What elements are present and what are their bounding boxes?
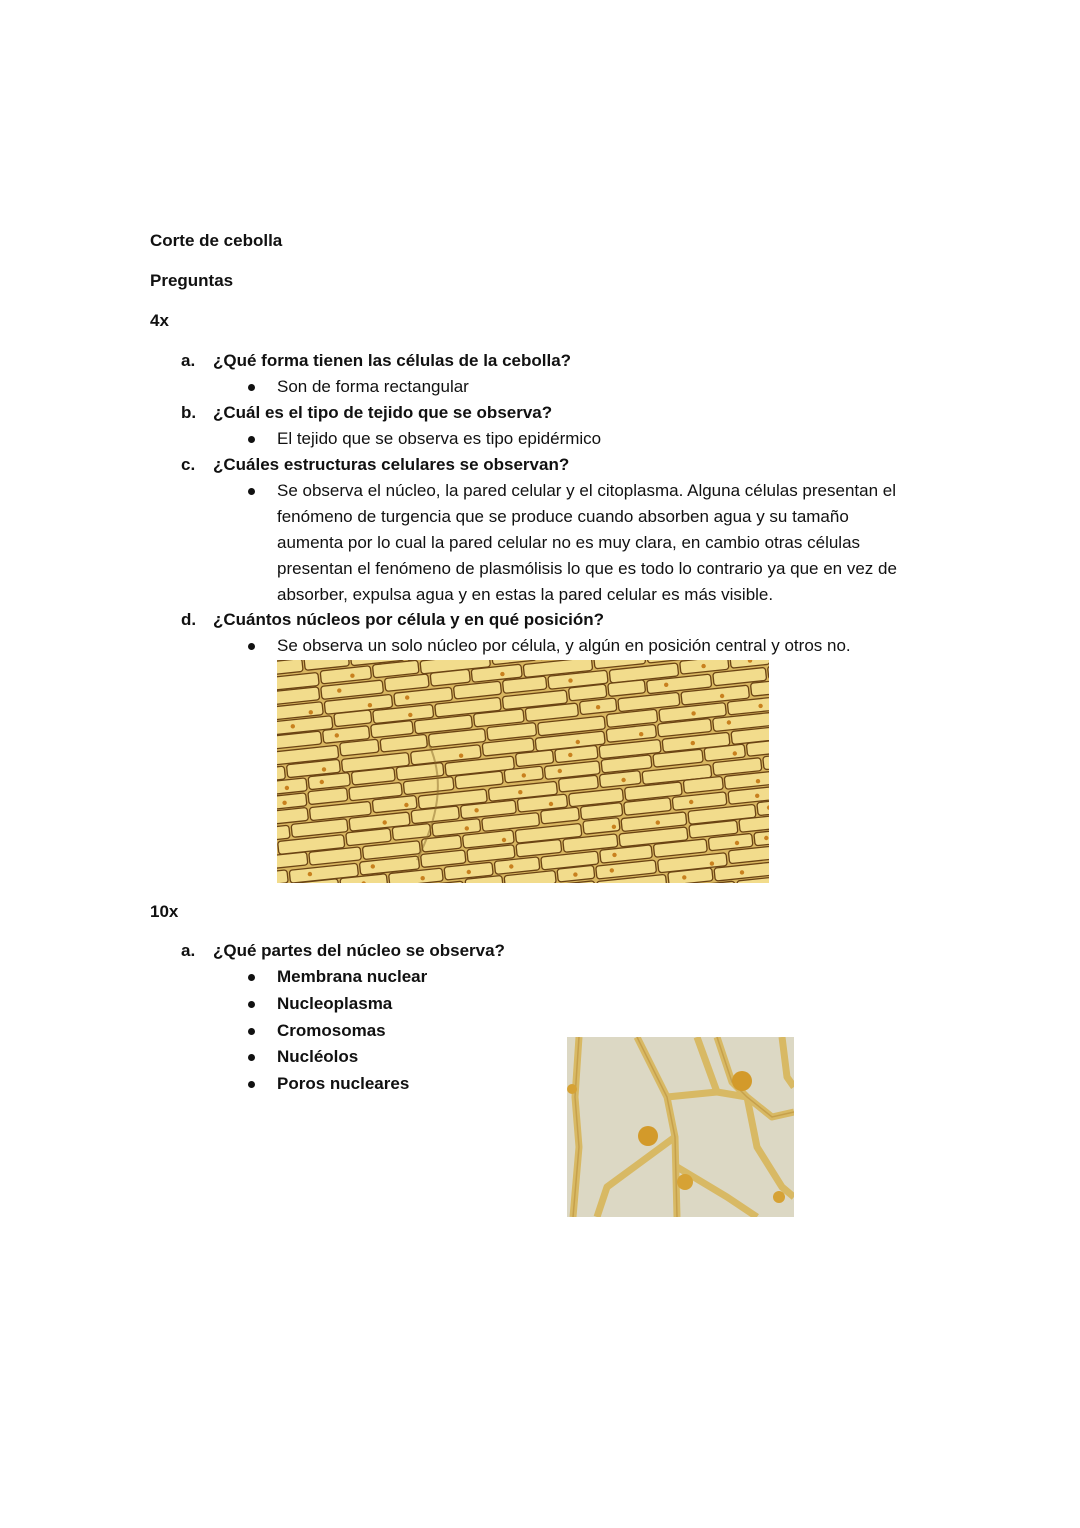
- section-4x-label: 4x: [150, 311, 169, 330]
- answer-d-line: Se observa un solo núcleo por célula, y algún en posición central y otros no.: [277, 636, 851, 655]
- section-10x-label: 10x: [150, 902, 179, 921]
- question-b-text: ¿Cuál es el tipo de tejido que se observa?: [213, 403, 553, 422]
- bullet-icon: [248, 384, 255, 391]
- nucleus-part-item: Nucleoplasma: [277, 994, 393, 1013]
- document-subtitle: Preguntas: [150, 271, 234, 290]
- bullet-icon: [248, 1028, 255, 1035]
- question-d-text: ¿Cuántos núcleos por célula y en qué posición?: [213, 610, 605, 629]
- nucleus-part-item: Nucléolos: [277, 1047, 359, 1066]
- question-b-letter: b.: [181, 403, 197, 422]
- bullet-icon: [248, 436, 255, 443]
- answer-b-line: El tejido que se observa es tipo epidérmico: [277, 429, 602, 448]
- onion-cells-micrograph-10x: [567, 1037, 794, 1217]
- question-a-letter: a.: [181, 351, 196, 370]
- onion-cells-micrograph-4x: [277, 660, 769, 883]
- question-c-letter: c.: [181, 455, 196, 474]
- bullet-icon: [248, 1001, 255, 1008]
- nucleus-part-item: Poros nucleares: [277, 1074, 410, 1093]
- bullet-icon: [248, 1081, 255, 1088]
- bullet-icon: [248, 488, 255, 495]
- bullet-icon: [248, 1054, 255, 1061]
- bullet-icon: [248, 643, 255, 650]
- question-10x-a-text: ¿Qué partes del núcleo se observa?: [213, 941, 505, 960]
- answer-c-line-1: Se observa el núcleo, la pared celular y el citoplasma. Alguna células presentan el: [277, 481, 896, 500]
- question-c-text: ¿Cuáles estructuras celulares se observan?: [213, 455, 570, 474]
- nucleus-part-item: Membrana nuclear: [277, 967, 428, 986]
- question-a-text: ¿Qué forma tienen las células de la cebolla?: [213, 351, 572, 370]
- answer-c-line-2: fenómeno de turgencia que se produce cuando absorben agua y su tamaño: [277, 507, 849, 526]
- document-title: Corte de cebolla: [150, 231, 283, 250]
- answer-a-line: Son de forma rectangular: [277, 377, 469, 396]
- answer-c-line-3: aumenta por lo cual la pared celular no es muy clara, en cambio otras células: [277, 533, 861, 552]
- question-10x-a-letter: a.: [181, 941, 196, 960]
- answer-c-line-5: absorber, expulsa agua y en estas la pared celular es más visible.: [277, 585, 774, 604]
- answer-c-line-4: presentan el fenómeno de plasmólisis lo que es todo lo contrario ya que en vez de: [277, 559, 897, 578]
- question-d-letter: d.: [181, 610, 197, 629]
- nucleus-part-item: Cromosomas: [277, 1021, 386, 1040]
- bullet-icon: [248, 974, 255, 981]
